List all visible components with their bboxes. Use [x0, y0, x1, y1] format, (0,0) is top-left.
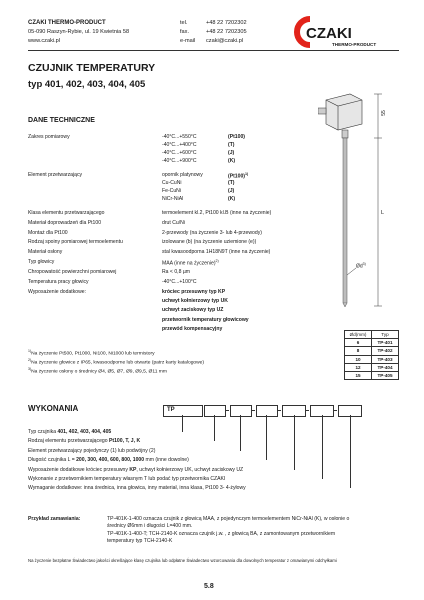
tech-row-label: Montaż dla Pt100 [28, 229, 68, 236]
order-line-label: Wykonanie z przetwornikiem temperatury własnym T lub podać typ przetwornika CZAKI [28, 476, 226, 482]
order-leader-v [182, 415, 183, 432]
tech-row-label: Temperatura pracy głowicy [28, 278, 89, 285]
fax-label: fax. [180, 29, 190, 35]
order-line [28, 476, 225, 482]
order-line-value: KP [129, 466, 137, 473]
tech-row-value-text: stal kwasoodporna 1H18N9T (inne na życzenie) [162, 249, 271, 256]
type-table-type: TP-404 [372, 363, 399, 371]
code-dash [251, 410, 255, 411]
order-leader-v [214, 415, 215, 441]
type-table-row [345, 355, 399, 363]
svg-text:CZAKI: CZAKI [306, 25, 352, 42]
email-label: e-mail [180, 38, 196, 44]
tech-row-label: Materiał osłony [28, 249, 63, 256]
order-line [28, 457, 189, 463]
element-sensor [228, 188, 234, 194]
order-line [28, 438, 140, 444]
tech-row-value [162, 279, 197, 285]
type-table-row [345, 347, 399, 355]
example1b: średnicy Ø6mm i długości L=400 mm. [107, 523, 193, 529]
email-value[interactable]: czaki@czaki.pl [206, 38, 244, 44]
tech-row-value-text: termoelement kl.2, Pt100 kl.B (inne na życzenie) [162, 210, 272, 216]
company-website[interactable]: www.czaki.pl [28, 38, 61, 44]
page-number: 5.8 [204, 583, 214, 590]
order-leader-v [294, 415, 295, 470]
dim-L: L [381, 210, 385, 216]
order-heading: WYKONANIA [28, 404, 79, 413]
equipment-item: uchwyt kołnierzowy typ UK [162, 298, 228, 305]
page-title: CZUJNIK TEMPERATURY [28, 62, 156, 74]
order-line-label: Element przetwarzający pojedynczy (1) lub podwójny (2) [28, 447, 156, 454]
code-box [256, 405, 278, 417]
type-table-row [345, 339, 399, 347]
order-leader-v [350, 415, 351, 488]
type-table-type: TP-403 [372, 355, 399, 363]
tech-row-value-text: Ra < 0,8 µm [162, 268, 190, 275]
czaki-logo [292, 16, 402, 48]
example1: TP-401K-1-400 oznacza czujnik z głowicą MAA, z pojedynczym termoelementem NiCr-NiAl (K), w osłonie o [107, 516, 350, 522]
tech-row-label: Chropowatość powierzchni pomiarowej [28, 268, 117, 275]
equipment-item: króciec przesuwny typ KP [162, 289, 226, 295]
sensor-head [318, 94, 362, 138]
tech-row-label: Typ głowicy [28, 259, 55, 265]
tech-row-value-text: drut Cu/Ni [162, 219, 185, 226]
footer-note: Na życzenie bezpłatne Świadectwo jakości określające klasę czujnika lub odpłatne Świadectwo wzorcowania dla dowolnych temperatur z omawianymi odchyłkami [28, 558, 337, 563]
element-sensor [228, 172, 248, 180]
order-line [28, 448, 155, 454]
footnote-text: Na życzenie Pt500, Pt1000, Ni100, Ni1000 lub termistory [31, 351, 155, 357]
example2b: temperatury typ TCH-2140-K [107, 538, 173, 544]
type-table-type: TP-401 [372, 339, 399, 347]
range-sensor: (J) [228, 150, 235, 156]
footnote-text: Na życzenie głowice z IP65, kwasoodporne lub otwarte (patrz karty katalogowe) [31, 360, 205, 366]
code-dash [333, 410, 337, 411]
element-name: Cu-CuNi [162, 180, 182, 186]
dim-d-label: Ød [356, 263, 363, 270]
type-table-d: 10 [345, 355, 372, 363]
element-name: NiCr-NiAl [162, 196, 184, 202]
element-sensor-code: (J) [228, 188, 235, 194]
tech-row-value [162, 259, 219, 267]
element-sensor-code: (K) [228, 196, 236, 202]
range-value: -40°C...+400°C [162, 142, 197, 148]
footnote-mark: 1) [28, 349, 32, 353]
range-value: -40°C...+900°C [162, 158, 197, 164]
footnote [28, 349, 155, 357]
footnote [28, 367, 167, 375]
order-line-label: Wymaganie dodatkowe: inna średnica, inna głowica, inny materiał, inna klasa, Pt100 3- 4-żyłowy [28, 485, 246, 492]
equipment-label: Wyposażenie dodatkowe: [28, 289, 87, 295]
order-line-label: Rodzaj elementu przetwarzającego [28, 438, 108, 445]
sensor-stem [343, 138, 347, 303]
equipment-item: przewód kompensacyjny [162, 325, 223, 332]
type-table-type: TP-402 [372, 347, 399, 355]
order-line-label: Typ czujnika [28, 429, 57, 435]
element-sensor-code: (T) [228, 180, 235, 186]
page-subtitle: typ 401, 402, 403, 404, 405 [28, 79, 146, 90]
tech-row-value-text: izolowane (b) (na życzenie uziemione (e)) [162, 239, 257, 246]
tech-row-value [162, 269, 190, 275]
tech-row-label: Rodzaj spoiny pomiarowej termoelementu [28, 239, 123, 246]
footnote-text: Na życzenie osłony o średnicy Ø4, Ø5, Ø7, Ø9, Ø9,5, Ø11 mm [31, 369, 167, 375]
tech-row-value [162, 220, 185, 226]
order-line-value: 401, 402, 403, 404, 405 [57, 429, 112, 435]
tel-value: +48 22 7202302 [206, 20, 247, 26]
range-value: -40°C...+550°C [162, 134, 197, 140]
fax-value: +48 22 7202305 [206, 29, 247, 35]
element-sup: 1) [245, 172, 249, 176]
tech-heading: DANE TECHNICZNE [28, 117, 95, 124]
example2: TP-401K-1-400-T; TCH-2140-K oznacza czujnik j.w. , z głowicą BA, z zamontowanym przetwornikiem [107, 531, 336, 537]
type-table-row [345, 363, 399, 371]
header-divider [28, 50, 399, 51]
order-leader-v [322, 415, 323, 479]
range-label: Zakres pomiarowy [28, 134, 70, 140]
order-leader-v [240, 415, 241, 451]
element-sensor [228, 196, 235, 202]
dim-55: 55 [380, 110, 387, 116]
order-line-value: Pt100, T, J, K [108, 438, 141, 445]
type-table-head-d: Ød(mm) [345, 331, 372, 339]
tech-row-value-text: MAA (inne na życzenie) [162, 260, 216, 267]
type-table-row [345, 371, 399, 379]
tech-row-value [162, 210, 271, 216]
example-label: Przykład zamawiania: [28, 516, 81, 522]
sensor-drawing [318, 80, 398, 330]
footnote [28, 358, 204, 366]
company-name: CZAKI THERMO-PRODUCT [28, 20, 106, 26]
element-sensor-code: (Pt100) [228, 173, 245, 180]
type-table [344, 330, 399, 380]
type-table-d: 6 [345, 339, 372, 347]
element-name: Fe-CuNi [162, 188, 181, 194]
code-dash [305, 410, 309, 411]
svg-text:THERMO-PRODUCT: THERMO-PRODUCT [332, 42, 377, 47]
code-prefix: TP [167, 407, 175, 413]
logo-graphic [292, 16, 402, 48]
company-address: 05-090 Raszyn-Rybie, ul. 19 Kwietnia 58 [28, 29, 130, 35]
footnote-mark: 3) [28, 367, 32, 371]
type-table-head-type: Typ [372, 331, 399, 339]
element-sensor [228, 180, 235, 186]
tech-row-value [162, 230, 262, 236]
footnote-mark: 2) [28, 358, 32, 362]
element-label: Element przetwarzający [28, 172, 83, 178]
code-box-prefix [163, 405, 203, 417]
range-value: -40°C...+600°C [162, 150, 197, 156]
tel-label: tel. [180, 20, 188, 26]
tech-row-value-text: 2-przewody (na życzenie 3- lub 4-przewody) [162, 229, 262, 236]
range-sensor: (K) [228, 158, 236, 164]
equipment-item: uchwyt zaciskowy typ UZ [162, 307, 224, 314]
type-table-d: 12 [345, 363, 372, 371]
order-line-suffix: , uchwyt kołnierzowy UK, uchwyt zaciskowy UZ [136, 466, 244, 473]
order-line [28, 429, 111, 435]
dim-d [356, 262, 366, 270]
order-line-label: Wyposażenie dodatkowe króciec przesuwny [28, 466, 128, 473]
order-line [28, 485, 246, 491]
code-box [230, 405, 252, 417]
type-table-header [345, 331, 399, 339]
order-line-value: 200, 300, 400, 600, 800, 1000 [76, 457, 145, 464]
order-line [28, 467, 243, 473]
tech-row-value-text: -40°C...+100°C [162, 278, 197, 285]
type-table-d: 15 [345, 371, 372, 379]
tech-row-label: Materiał doprowadzeń dla Pt100 [28, 219, 102, 226]
type-table-d: 8 [345, 347, 372, 355]
tech-row-value [162, 249, 270, 255]
element-name: opornik platynowy [162, 172, 203, 178]
equipment-item: przetwornik temperatury głowicowy [162, 316, 249, 323]
type-table-type: TP-405 [372, 371, 399, 379]
order-leader-v [266, 415, 267, 460]
tech-row-value [162, 239, 256, 245]
code-dash [225, 410, 229, 411]
range-sensor: (T) [228, 142, 235, 148]
code-dash [277, 410, 281, 411]
range-sensor: (Pt100) [228, 134, 245, 140]
order-line-suffix: mm (inne dowolne) [144, 457, 189, 464]
tech-row-sup: 2) [215, 259, 219, 263]
dim-d-sup: 3) [362, 262, 366, 266]
order-line-label: Długość czujnika L = [28, 457, 75, 464]
tech-row-label: Klasa elementu przetwarzającego [28, 210, 105, 216]
code-box [204, 405, 226, 417]
